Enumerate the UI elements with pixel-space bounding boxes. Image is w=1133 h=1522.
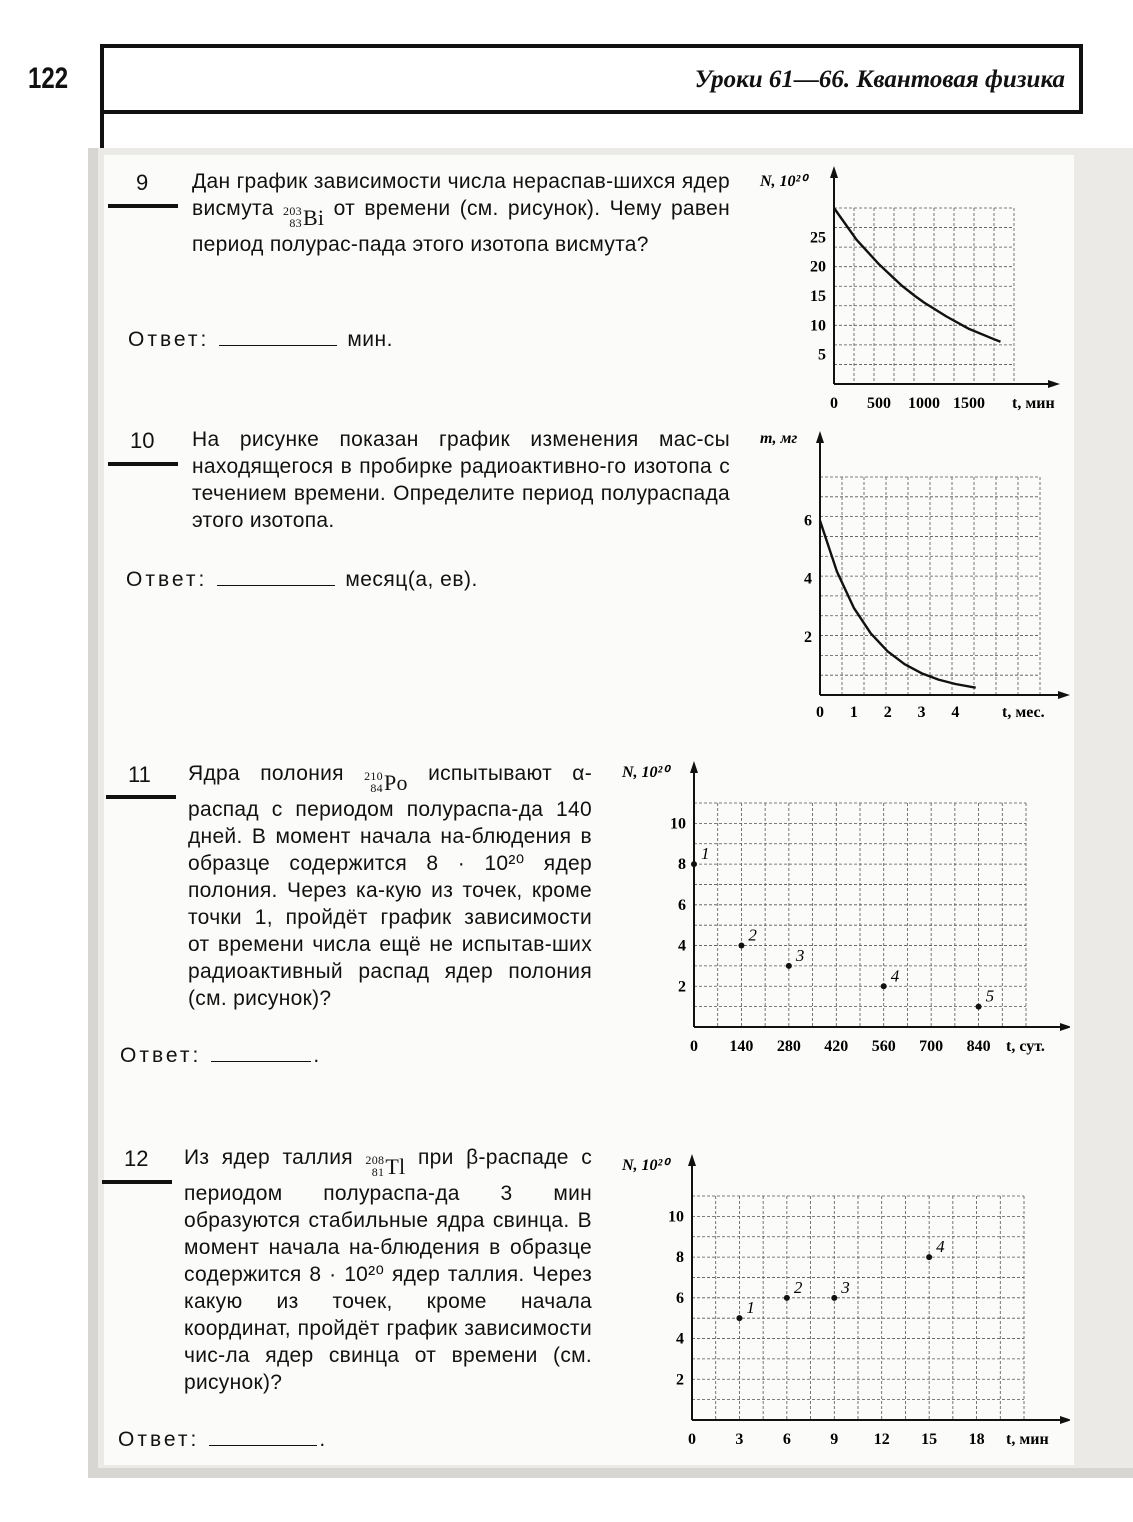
page-number: 122 bbox=[28, 62, 69, 95]
header-box bbox=[100, 44, 1083, 114]
x-axis-arrow bbox=[1060, 1416, 1070, 1424]
point-label: 5 bbox=[985, 986, 995, 1006]
problem-12-number: 12 bbox=[124, 1146, 149, 1171]
x-tick-label: 1000 bbox=[908, 395, 940, 412]
x-axis-label: t, сут. bbox=[1006, 1038, 1045, 1055]
y-tick-label: 4 bbox=[676, 1330, 684, 1348]
problem-9-marker bbox=[108, 204, 178, 208]
y-tick-label: 8 bbox=[676, 1249, 684, 1267]
point-label: 3 bbox=[795, 945, 805, 965]
x-tick-label: 12 bbox=[873, 1431, 890, 1448]
data-point bbox=[786, 963, 792, 969]
x-axis-label: t, мес. bbox=[1002, 704, 1045, 721]
x-axis-arrow bbox=[1058, 691, 1070, 699]
x-tick-label: 280 bbox=[776, 1038, 801, 1055]
y-tick-label: 10 bbox=[668, 1208, 684, 1226]
x-tick-label: 9 bbox=[830, 1431, 839, 1448]
x-axis-arrow bbox=[1048, 380, 1060, 388]
polonium-isotope: 210 84 Po bbox=[364, 769, 408, 795]
x-tick-label: 700 bbox=[919, 1038, 944, 1055]
y-tick-label: 6 bbox=[676, 1289, 684, 1307]
y-tick-label: 25 bbox=[810, 229, 826, 247]
problem-10-marker bbox=[108, 462, 178, 466]
data-point bbox=[691, 861, 697, 867]
chart-problem-11 bbox=[610, 755, 1070, 1065]
problem-11-text: Ядра полония 210 84 Po испытывают α-распад с периодом полураспа-да 140 дней. В момент начала на-блюдения в образце содержится 8 · 10²⁰ ядер полония. Через ка-кую из точек, кроме точки 1, пройдёт график зависимости от времени числа ещё не испытав-ших радиоактивный распад ядер полония (см. рисунок)? bbox=[188, 762, 592, 1010]
bismuth-isotope: 203 83 Bi bbox=[283, 204, 325, 230]
x-tick-label: 0 bbox=[830, 395, 838, 412]
y-axis-label: N, 10²⁰ bbox=[622, 764, 669, 781]
y-tick-label: 10 bbox=[810, 317, 826, 335]
y-tick-label: 2 bbox=[676, 1371, 684, 1389]
problem-9-number: 9 bbox=[136, 170, 149, 195]
thallium-isotope: 208 81 Tl bbox=[365, 1153, 406, 1179]
problem-11-answer: Ответ: . bbox=[120, 1044, 320, 1067]
x-tick-label: 0 bbox=[816, 704, 824, 721]
point-label: 2 bbox=[793, 1277, 803, 1297]
point-label: 4 bbox=[890, 966, 900, 986]
point-label: 1 bbox=[746, 1298, 755, 1318]
problem-11-number: 11 bbox=[128, 762, 151, 787]
header-divider bbox=[100, 110, 104, 150]
y-tick-label: 10 bbox=[670, 815, 686, 833]
x-axis-arrow bbox=[1060, 1023, 1070, 1031]
chart-problem-9 bbox=[740, 160, 1080, 422]
y-tick-label: 6 bbox=[804, 512, 812, 530]
y-tick-label: 2 bbox=[804, 628, 812, 646]
chart-problem-12 bbox=[610, 1148, 1070, 1458]
problem-11-marker bbox=[106, 795, 176, 799]
x-tick-label: 140 bbox=[729, 1038, 754, 1055]
y-tick-label: 4 bbox=[804, 570, 812, 588]
answer-field[interactable] bbox=[219, 345, 337, 346]
y-tick-label: 5 bbox=[818, 346, 826, 364]
problem-9-answer: Ответ: мин. bbox=[128, 328, 393, 351]
x-tick-label: 420 bbox=[824, 1038, 849, 1055]
y-tick-label: 2 bbox=[678, 978, 686, 996]
answer-field[interactable] bbox=[211, 1061, 311, 1062]
y-axis-label: N, 10²⁰ bbox=[760, 173, 807, 190]
y-axis-label: N, 10²⁰ bbox=[622, 1157, 669, 1174]
y-axis-arrow bbox=[690, 761, 698, 773]
y-tick-label: 15 bbox=[810, 288, 826, 305]
y-tick-label: 20 bbox=[810, 258, 826, 276]
decay-curve bbox=[834, 208, 1001, 342]
x-tick-label: 4 bbox=[951, 704, 960, 721]
data-point bbox=[926, 1254, 932, 1260]
x-tick-label: 18 bbox=[968, 1431, 985, 1448]
x-tick-label: 15 bbox=[921, 1431, 938, 1448]
point-label: 2 bbox=[748, 925, 757, 945]
answer-field[interactable] bbox=[209, 1445, 317, 1446]
data-point bbox=[976, 1004, 982, 1010]
point-label: 3 bbox=[841, 1277, 850, 1297]
header-title: Уроки 61—66. Квантовая физика bbox=[694, 66, 1065, 93]
point-label: 4 bbox=[936, 1237, 945, 1257]
problem-9-text: Дан график зависимости числа нераспав-шихся ядер висмута 203 83 Bi от времени (см. рисунок). Чему равен период полурас-пада этого изотопа висмута? bbox=[192, 170, 731, 256]
data-point bbox=[736, 1315, 742, 1321]
x-tick-label: 2 bbox=[883, 704, 892, 721]
problem-10-text: На рисунке показан график изменения мас-сы находящегося в пробирке радиоактивно-го изотопа с течением времени. Определите период полураспада этого изотопа. bbox=[192, 428, 730, 532]
y-axis-arrow bbox=[688, 1154, 696, 1166]
problem-12-marker bbox=[102, 1180, 172, 1184]
y-tick-label: 6 bbox=[678, 896, 686, 914]
data-point bbox=[831, 1295, 837, 1301]
y-tick-label: 4 bbox=[678, 937, 686, 955]
data-point bbox=[738, 943, 744, 949]
x-axis-label: t, мин bbox=[1006, 1431, 1049, 1448]
x-tick-label: 0 bbox=[688, 1431, 696, 1448]
y-axis-arrow bbox=[816, 431, 824, 443]
x-tick-label: 1 bbox=[849, 704, 858, 721]
answer-field[interactable] bbox=[217, 585, 335, 586]
y-axis-arrow bbox=[830, 166, 838, 178]
x-tick-label: 3 bbox=[917, 704, 926, 721]
point-label: 1 bbox=[701, 844, 710, 864]
problem-12-text: Из ядер таллия 208 81 Tl при β-распаде с периодом полураспа-да 3 мин образуются стабильные ядра свинца. В момент начала на-блюдения в образце содержится 8 · 10²⁰ ядер таллия. Через какую из точек, кроме начала координат, пройдёт график зависимости чис-ла ядер свинца от времени (см. рисунок)? bbox=[184, 1146, 592, 1394]
x-tick-label: 6 bbox=[782, 1431, 791, 1448]
y-axis-label: m, мг bbox=[760, 430, 798, 447]
x-tick-label: 0 bbox=[690, 1038, 698, 1055]
x-tick-label: 1500 bbox=[953, 395, 985, 412]
chart-problem-10 bbox=[740, 425, 1080, 730]
data-point bbox=[784, 1295, 790, 1301]
x-axis-label: t, мин bbox=[1012, 395, 1055, 412]
x-tick-label: 560 bbox=[871, 1038, 896, 1055]
y-tick-label: 8 bbox=[678, 856, 686, 874]
problem-10-answer: Ответ: месяц(а, ев). bbox=[126, 568, 478, 591]
data-point bbox=[881, 983, 887, 989]
problem-12-answer: Ответ: . bbox=[118, 1428, 326, 1451]
x-tick-label: 840 bbox=[966, 1038, 991, 1055]
x-tick-label: 3 bbox=[735, 1431, 744, 1448]
problem-10-number: 10 bbox=[130, 428, 155, 453]
x-tick-label: 500 bbox=[867, 395, 891, 412]
